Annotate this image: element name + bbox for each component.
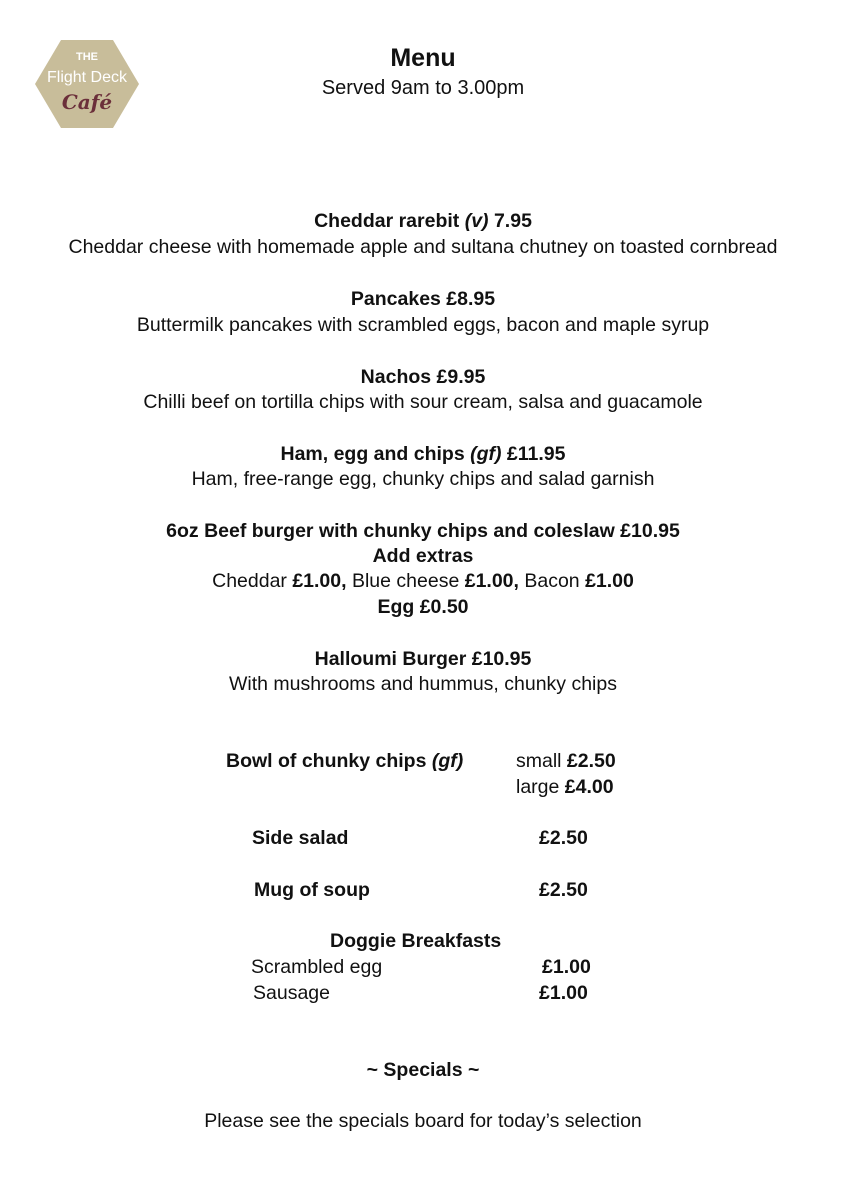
side-soup-price: £2.50	[539, 879, 588, 901]
item-name: Ham, egg and chips	[280, 443, 471, 465]
logo-text-flight-deck: Flight Deck	[46, 69, 128, 86]
specials-text: Please see the specials board for today’s selection	[204, 1110, 642, 1132]
side-salad-price: £2.50	[539, 827, 588, 849]
extra-label: Cheddar	[212, 570, 293, 592]
item-price: £11.95	[501, 443, 566, 465]
item-ham-desc: Ham, free-range egg, chunky chips and salad garnish	[191, 468, 655, 490]
size-label: small	[516, 750, 567, 772]
side-chips-large	[516, 774, 614, 800]
doggie-item-price: £1.00	[542, 956, 591, 978]
diet-tag: (v)	[464, 210, 489, 232]
side-salad-name: Side salad	[252, 827, 349, 849]
item-ham-title	[0, 441, 846, 467]
page-subtitle: Served 9am to 3.00pm	[321, 77, 525, 99]
extra-price: £1.00,	[464, 570, 519, 592]
side-chips-small	[516, 748, 616, 774]
burger-extras-title: Add extras	[372, 545, 474, 567]
item-nachos-desc: Chilli beef on tortilla chips with sour cream, salsa and guacamole	[143, 391, 703, 413]
item-price: 7.95	[488, 210, 532, 232]
doggie-item-price: £1.00	[539, 982, 588, 1004]
extra-label: Bacon	[518, 570, 586, 592]
item-burger-title: 6oz Beef burger with chunky chips and coleslaw £10.95	[166, 520, 680, 542]
item-halloumi-desc: With mushrooms and hummus, chunky chips	[229, 673, 617, 695]
extra-price: £1.00,	[292, 570, 347, 592]
doggie-item-name: Sausage	[253, 982, 330, 1004]
size-label: large	[516, 776, 565, 798]
diet-tag: (gf)	[431, 750, 464, 772]
item-rarebit-title	[0, 208, 846, 234]
side-chips-name	[226, 748, 463, 774]
size-price: £2.50	[566, 750, 616, 772]
extra-label: Blue cheese	[346, 570, 465, 592]
side-name: Bowl of chunky chips	[226, 750, 432, 772]
item-pancakes-title: Pancakes £8.95	[350, 288, 496, 310]
logo-text-cafe: Café	[61, 90, 113, 114]
doggie-title: Doggie Breakfasts	[330, 930, 502, 952]
size-price: £4.00	[564, 776, 614, 798]
logo-text-the: THE	[76, 51, 98, 63]
page-title: Menu	[390, 44, 456, 72]
item-pancakes-desc: Buttermilk pancakes with scrambled eggs, bacon and maple syrup	[136, 314, 710, 336]
diet-tag: (gf)	[470, 443, 502, 465]
item-halloumi-title: Halloumi Burger £10.95	[314, 648, 532, 670]
side-soup-name: Mug of soup	[254, 879, 370, 901]
specials-title: ~ Specials ~	[366, 1059, 480, 1081]
extra-price: £1.00	[585, 570, 634, 592]
item-name: Cheddar rarebit	[314, 210, 465, 232]
burger-extras-list	[0, 568, 846, 594]
item-nachos-title: Nachos £9.95	[360, 366, 486, 388]
burger-extra-egg: Egg £0.50	[377, 596, 469, 618]
item-rarebit-desc: Cheddar cheese with homemade apple and sultana chutney on toasted cornbread	[68, 236, 778, 258]
doggie-item-name: Scrambled egg	[251, 956, 383, 978]
